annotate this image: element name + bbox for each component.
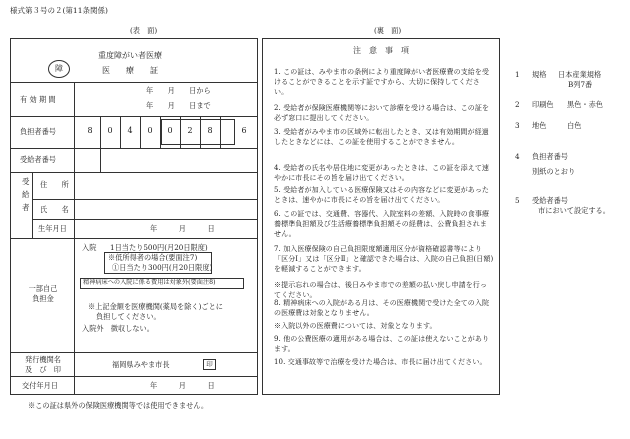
spec-value: 日本産業規格: [558, 70, 602, 79]
issuer-label-2: 及 び 印: [25, 365, 61, 374]
notice-item: 2. 受給者が保険医療機関等において診療を受ける場合は、この証を必ず窓口に提出してください。: [274, 104, 490, 122]
spec-value: 市において設定する。: [538, 206, 610, 215]
issuer-stamp: 印: [203, 359, 216, 370]
payer-digit: 0: [107, 126, 113, 135]
notice-item: 8. 精神病床への入院がある月は、その医療機関で受けた全ての入院の医療費は対象となりません。: [274, 299, 490, 317]
issue-date-label: 交付年月日: [22, 381, 58, 390]
copay-rate: 1日当たり500円(月20日限度): [110, 243, 208, 252]
payer-digit: 0: [147, 126, 153, 135]
form-number: 様式第３号の２(第11条関係): [10, 6, 108, 15]
spec-number: 5: [515, 196, 520, 205]
recipient-group-label: 受 給 者: [22, 177, 37, 212]
birth-date-value: 年 月 日: [150, 224, 215, 233]
notice-item: 9. 他の公費医療の適用がある場合は、この証は使えないことがあります。: [274, 335, 490, 353]
copay-note-1: ※上記金額を医療機関(薬局を除く)ごとに: [88, 302, 223, 311]
certificate-title: 重度障がい者医療: [98, 51, 162, 60]
notice-item: 7. 加入医療保険の自己負担限度額適用区分が資格確認書等により「区分Ⅰ」又は「区分Ⅱ」と確認できた場合は、入院の自己負担(日額)を軽減することができます。: [274, 245, 494, 273]
spec-value: B列7番: [568, 80, 593, 89]
payer-digit: 6: [241, 126, 247, 135]
notice-item: ※提示忘れの場合は、後日みやま市での差額の払い戻し申請を行ってください。: [274, 281, 487, 299]
payer-number-label: 負担者番号: [20, 127, 56, 136]
notice-item: ※入院以外の医療費については、対象となります。: [274, 322, 437, 330]
recipient-number-label: 受給者番号: [20, 155, 56, 164]
notice-item: 4. 受給者の氏名や居住地に変更があったときは、この証を添えて速やかに市長にその旨を届け出てください。: [274, 164, 490, 182]
birth-date-label: 生年月日: [38, 224, 67, 233]
notice-item: 1. この証は、みやま市の条例により重度障がい者医療費の支給を受けることができることを示す証ですから、大切に保持してください。: [274, 68, 490, 96]
seal-circle: 障: [48, 60, 70, 78]
payer-digit: 0: [167, 126, 173, 135]
address-label: 住 所: [40, 180, 69, 189]
back-title: 注 意 事 項: [353, 46, 409, 55]
notice-item: 3. 受給者がみやま市の区域外に転出したとき、又は有効期間が経過したときなどには、この証を使用することができません。: [274, 128, 489, 146]
certificate-subtitle: 医 療 証: [102, 66, 158, 75]
name-label: 氏 名: [40, 205, 69, 214]
copay-note-2: 負担してください。: [96, 312, 161, 321]
issuer-value: 福岡県みやま市長: [112, 360, 170, 369]
copay-label-1: 一部自己: [28, 284, 58, 293]
spec-number: 1: [515, 70, 520, 79]
copay-psych-note: 精神病床への入院に係る費用は対象外(要面注8): [83, 279, 216, 286]
copay-label-2: 負担金: [32, 294, 54, 303]
copay-low-income-note: ※低所得者の場合(要面注7): [108, 253, 198, 262]
front-footnote: ※この証は県外の保険医療機関等では使用できません。: [28, 401, 209, 410]
notice-item: 10. 交通事故等で治療を受けた場合は、市長に届け出てください。: [274, 358, 487, 366]
spec-number: 4: [515, 152, 520, 161]
spec-label: 負担者番号: [532, 152, 568, 161]
spec-number: 3: [515, 121, 520, 130]
validity-label: 有 効 期 間: [20, 95, 56, 104]
payer-digit: 2: [187, 126, 193, 135]
spec-label: 受給者番号: [532, 196, 568, 205]
payer-digit: 8: [207, 126, 213, 135]
spec-label: 規格: [532, 70, 547, 79]
copay-inpatient-label: 入院: [82, 243, 97, 252]
issue-date-value: 年 月 日: [150, 381, 215, 390]
spec-number: 2: [515, 100, 520, 109]
copay-low-income-rate: ①日当たり300円(月20日限度): [112, 263, 213, 272]
notice-item: 6. この証では、交通費、容器代、入院室料の差額、入院時の食事療養標準負担額及び生活療養標準負担額その経費は、公費負担されません。: [274, 210, 490, 238]
issuer-label-1: 発行機関名: [25, 355, 61, 364]
spec-value: 白色: [567, 121, 582, 130]
payer-digit: 8: [87, 126, 93, 135]
front-label: (表 面): [130, 26, 158, 35]
validity-to: 年 月 日まで: [146, 101, 211, 110]
notice-item: 5. 受給者が加入している医療保険又はその内容などに変更があったときは、速やかに市長にその旨を届け出てください。: [274, 186, 490, 204]
back-label: (裏 面): [374, 26, 402, 35]
copay-note-3: 入院外 徴収しない。: [82, 324, 154, 333]
payer-digit: 4: [127, 126, 133, 135]
spec-label: 地色: [532, 121, 547, 130]
spec-value: 別紙のとおり: [532, 167, 576, 176]
spec-label: 印刷色: [532, 100, 554, 109]
spec-value: 黒色・赤色: [567, 100, 603, 109]
validity-from: 年 月 日から: [146, 86, 211, 95]
